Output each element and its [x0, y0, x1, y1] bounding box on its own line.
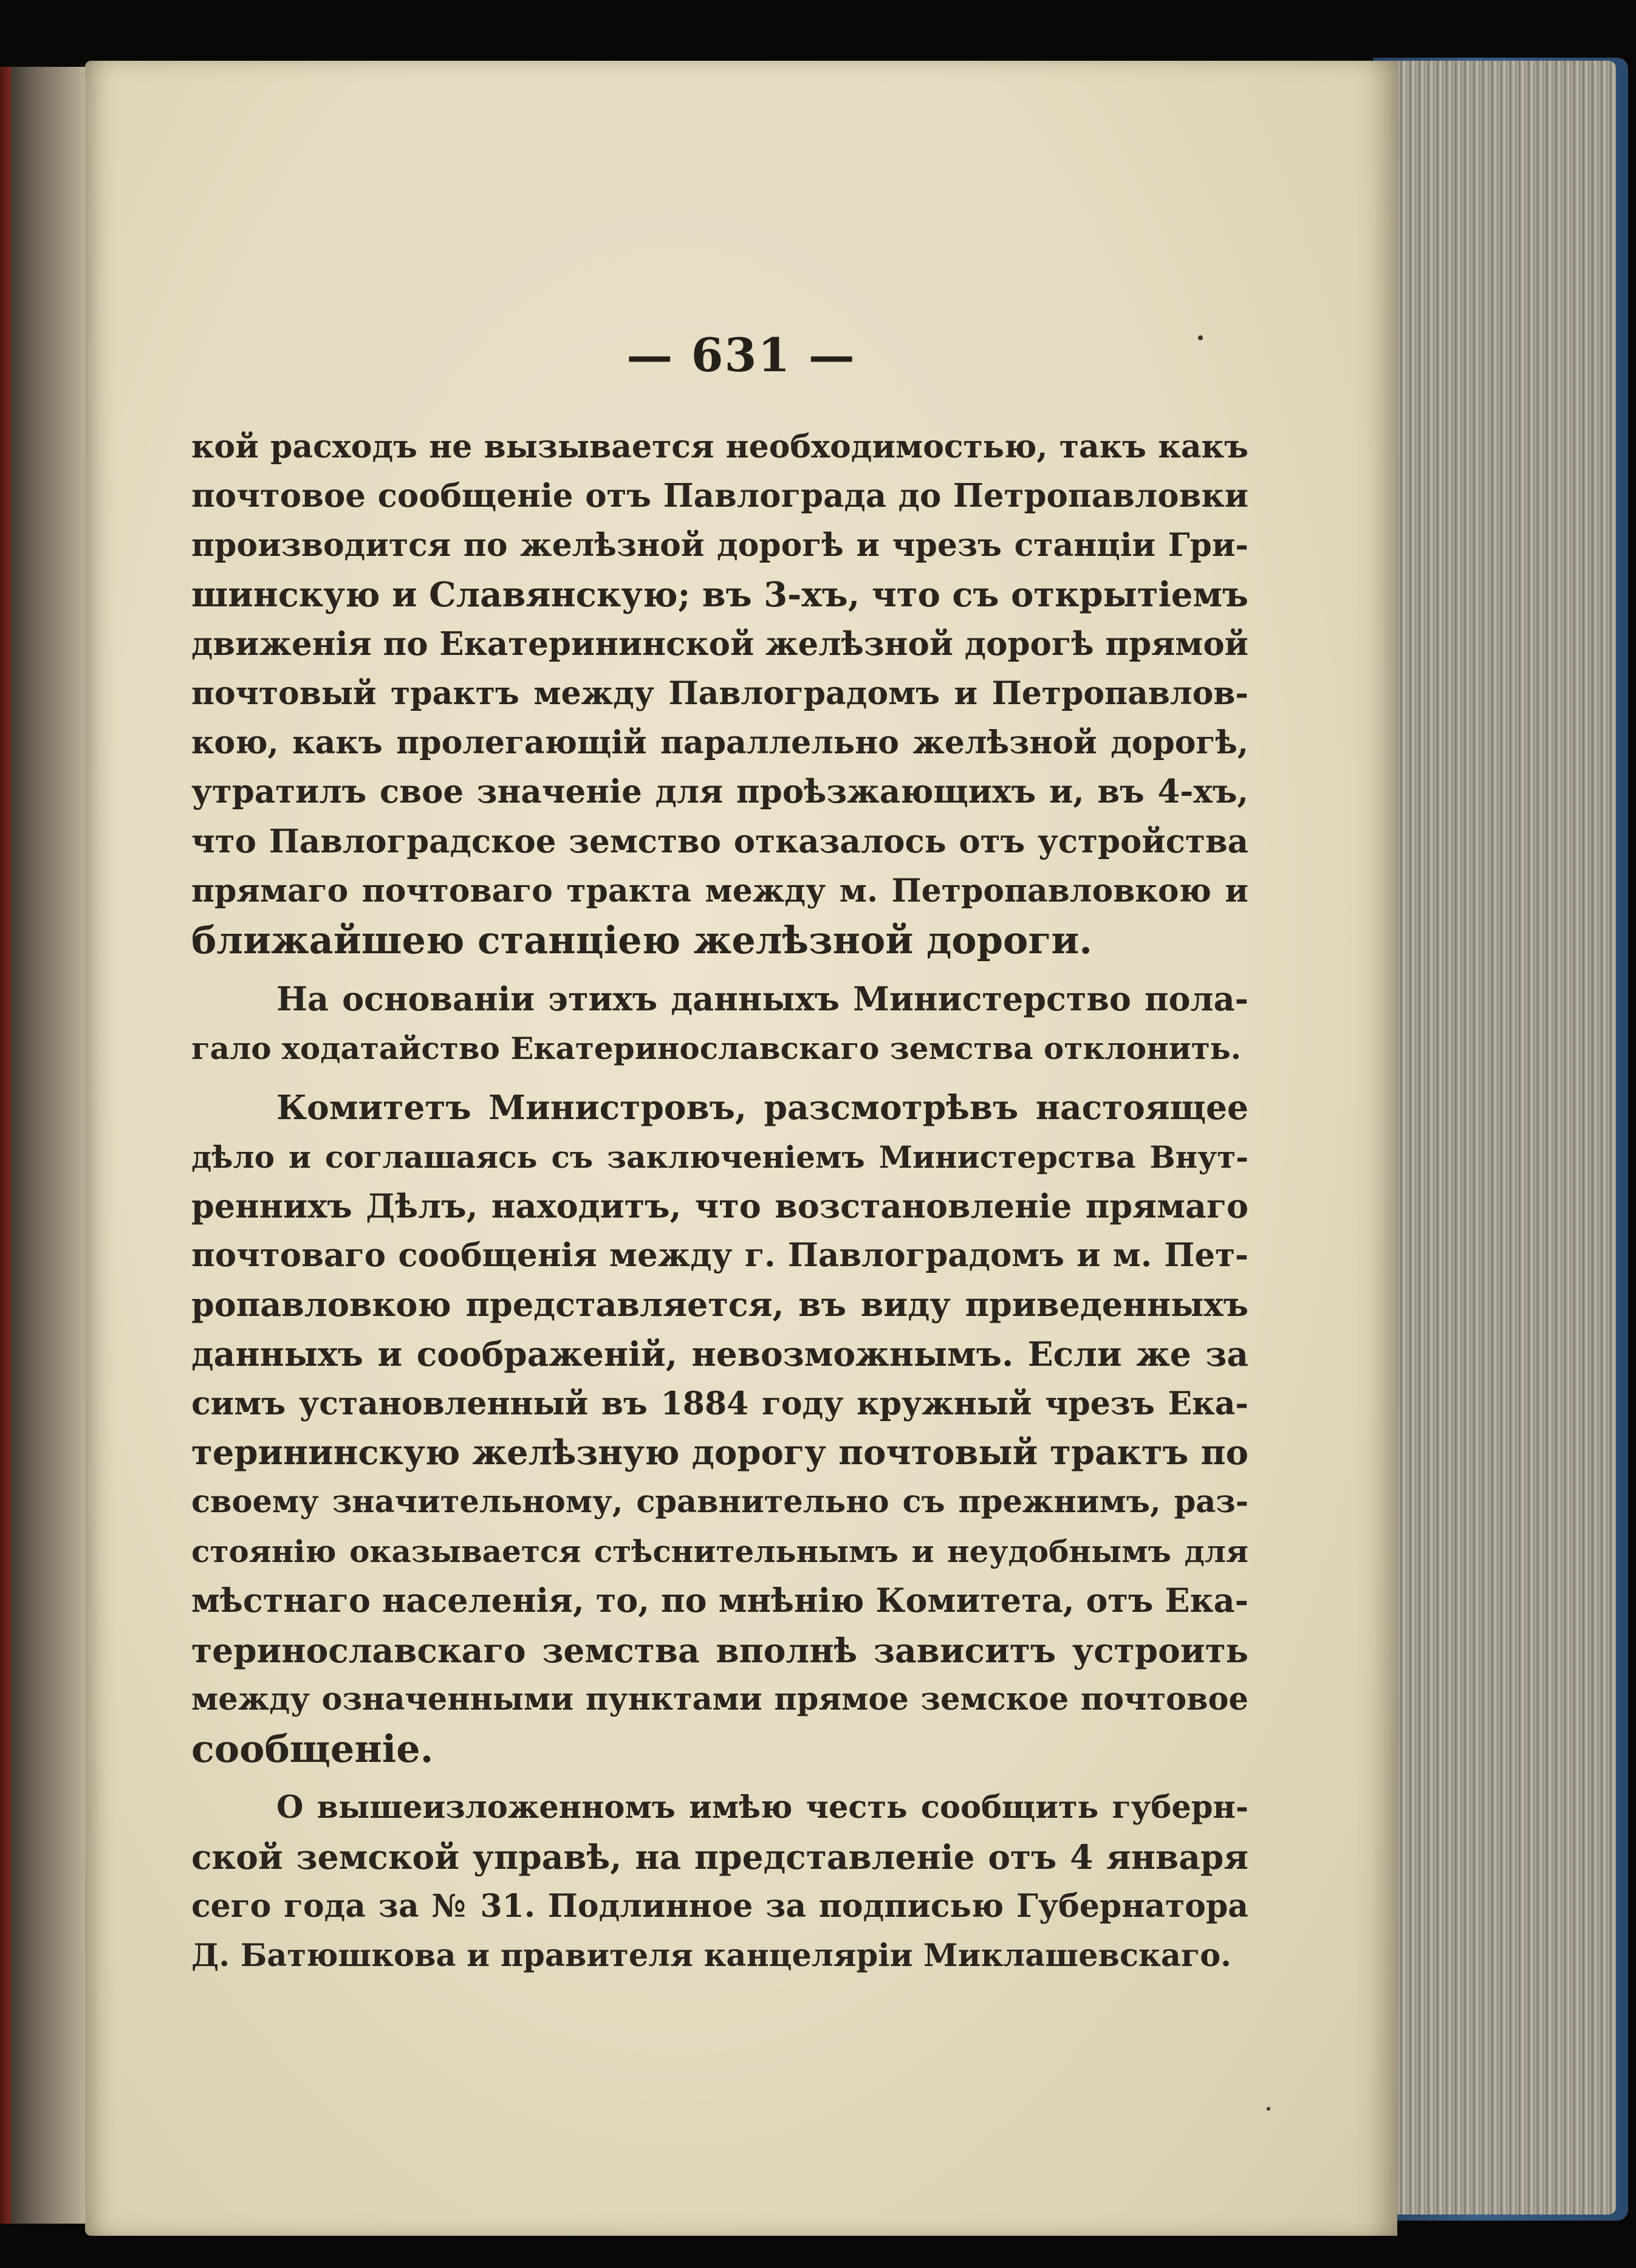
text-line: терининскую желѣзную дорогу почтовый трактъ по [191, 1432, 1248, 1473]
text-line: стоянію оказывается стѣснительнымъ и неудобнымъ для [191, 1533, 1248, 1570]
text-line: почтоваго сообщенія между г. Павлоградомъ и м. Пет- [191, 1236, 1248, 1274]
text-line: ближайшею станціею желѣзной дороги. [191, 917, 1092, 962]
text-line: прямаго почтоваго тракта между м. Петропавловкою и [191, 872, 1248, 910]
previous-page-edge [0, 67, 91, 2224]
book-page [85, 61, 1397, 2236]
text-line: движенія по Екатерининской желѣзной дорогѣ прямой [191, 625, 1248, 663]
paragraph-gap [191, 965, 1248, 975]
paper-speck [1198, 335, 1203, 340]
text-line: Д. Батюшкова и правителя канцеляріи Миклашевскаго. [191, 1937, 1231, 1974]
text-line: производится по желѣзной дорогѣ и чрезъ станціи Гри- [191, 527, 1248, 564]
text-line: дѣло и соглашаясь съ заключеніемъ Министерства Внут- [191, 1139, 1248, 1175]
text-line: кою, какъ пролегающій параллельно желѣзной дорогѣ, [191, 724, 1248, 762]
paragraph [191, 975, 1248, 1073]
text-line: На основаніи этихъ данныхъ Министерство пола- [276, 979, 1248, 1019]
paragraph-gap [191, 1773, 1248, 1783]
text-line: Комитетъ Министровъ, разсмотрѣвъ настоящее [276, 1088, 1248, 1128]
text-line: сего года за № 31. Подлинное за подписью Губернатора [191, 1888, 1248, 1925]
text-line: что Павлоградское земство отказалось отъ устройства [191, 822, 1248, 860]
body-text [191, 422, 1248, 1981]
page-number: — 631 — [626, 328, 856, 382]
text-line: между означенными пунктами прямое земское почтовое [191, 1680, 1248, 1718]
text-line: данныхъ и соображеній, невозможнымъ. Если же за [191, 1334, 1248, 1374]
text-line: реннихъ Дѣлъ, находитъ, что возстановленіе прямаго [191, 1186, 1248, 1225]
text-line: своему значительному, сравнительно съ прежнимъ, раз- [191, 1483, 1248, 1520]
paragraph [191, 422, 1248, 965]
text-line: О вышеизложенномъ имѣю честь сообщить губерн- [276, 1789, 1248, 1826]
text-line: почтовое сообщеніе отъ Павлограда до Петропавловки [191, 477, 1248, 515]
left-cover-edge [0, 67, 11, 2224]
paragraph [191, 1083, 1248, 1773]
text-line: ропавловкою представляется, въ виду приведенныхъ [191, 1285, 1248, 1324]
page-stack-edge [1379, 61, 1616, 2215]
paper-speck [1267, 2107, 1270, 2111]
text-line: мѣстнаго населенія, то, по мнѣнію Комитета, отъ Ека- [191, 1581, 1248, 1620]
text-line: теринославскаго земства вполнѣ зависитъ устроить [191, 1630, 1248, 1670]
paragraph-gap [191, 1073, 1248, 1083]
text-line: почтовый трактъ между Павлоградомъ и Петропавлов- [191, 674, 1248, 712]
text-line: кой расходъ не вызывается необходимостью, такъ какъ [191, 428, 1248, 465]
paragraph [191, 1783, 1248, 1981]
text-line: утратилъ свое значеніе для проѣзжающихъ и, въ 4-хъ, [191, 773, 1248, 811]
text-line: шинскую и Славянскую; въ 3-хъ, что съ открытіемъ [191, 574, 1248, 615]
text-line: симъ установленный въ 1884 году кружный чрезъ Ека- [191, 1385, 1248, 1422]
text-line: гало ходатайство Екатеринославскаго земства отклонить. [191, 1030, 1242, 1067]
text-line: сообщеніе. [191, 1726, 434, 1771]
text-line: ской земской управѣ, на представленіе отъ 4 января [191, 1837, 1248, 1877]
